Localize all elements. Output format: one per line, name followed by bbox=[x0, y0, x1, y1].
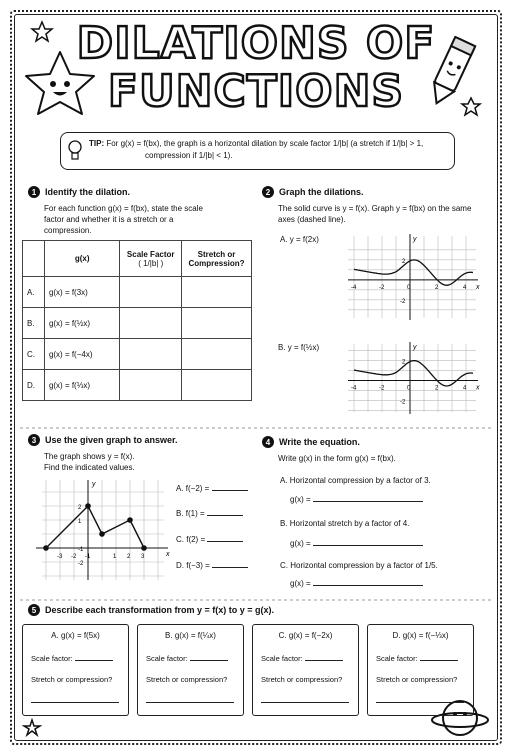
function-curve bbox=[354, 260, 473, 285]
tick-label: -2 bbox=[400, 298, 406, 305]
row-label: D. bbox=[23, 370, 45, 401]
question-c bbox=[176, 534, 243, 545]
data-point bbox=[99, 531, 105, 537]
section-3-instructions-1: The graph shows y = f(x). bbox=[44, 452, 135, 461]
divider bbox=[20, 598, 492, 602]
stretch-label: Stretch or compression? bbox=[261, 675, 343, 684]
y-axis-label: y bbox=[92, 481, 96, 488]
data-point bbox=[85, 503, 91, 509]
box-function: C. g(x) = f(−2x) bbox=[278, 631, 333, 640]
table-row bbox=[23, 339, 252, 370]
answer-blank[interactable] bbox=[31, 702, 119, 703]
tick-label: 4 bbox=[463, 284, 467, 291]
function-curve bbox=[354, 361, 473, 386]
tick-label: 2 bbox=[127, 554, 131, 560]
tip-text: For g(x) = f(bx), the graph is a horizontal dilation by scale factor 1/|b| (a stretch if 1/|b| > 1, bbox=[106, 139, 424, 148]
stretch-label: Stretch or compression? bbox=[376, 675, 458, 684]
section-title: Use the given graph to answer. bbox=[45, 435, 178, 445]
answer-blank[interactable] bbox=[313, 545, 423, 546]
box-function: A. g(x) = f(5x) bbox=[51, 631, 100, 640]
answer-c bbox=[290, 578, 423, 589]
answer-cell[interactable] bbox=[182, 339, 252, 370]
answer-cell[interactable] bbox=[120, 308, 182, 339]
divider bbox=[20, 426, 492, 430]
gx-label: g(x) = bbox=[290, 539, 311, 548]
question-d bbox=[176, 560, 248, 571]
answer-blank[interactable] bbox=[313, 585, 423, 586]
row-function: g(x) = f(½x) bbox=[44, 308, 119, 339]
x-axis-label: x bbox=[476, 283, 480, 291]
tick-label: -2 bbox=[400, 399, 406, 406]
graph-b bbox=[344, 340, 482, 418]
answer-blank[interactable] bbox=[190, 660, 228, 661]
scale-label: Scale factor: bbox=[146, 654, 188, 663]
answer-cell[interactable] bbox=[120, 370, 182, 401]
section-4-heading bbox=[262, 436, 360, 448]
section-number: 5 bbox=[28, 604, 40, 616]
answer-cell[interactable] bbox=[120, 277, 182, 308]
answer-cell[interactable] bbox=[120, 339, 182, 370]
y-axis-label: y bbox=[413, 344, 417, 351]
tick-label: -2 bbox=[379, 385, 385, 392]
row-function: g(x) = f(3x) bbox=[44, 277, 119, 308]
small-star-icon bbox=[30, 20, 54, 44]
table-row bbox=[23, 370, 252, 401]
answer-blank[interactable] bbox=[212, 490, 248, 491]
section-3-heading bbox=[28, 434, 178, 446]
answer-a bbox=[290, 494, 423, 505]
transform-box-c bbox=[252, 624, 359, 716]
tick-label: 0 bbox=[407, 284, 411, 291]
table-row bbox=[23, 308, 252, 339]
answer-cell[interactable] bbox=[182, 277, 252, 308]
stretch-label: Stretch or compression? bbox=[146, 675, 228, 684]
title-line-1: DILATIONS OF bbox=[76, 18, 436, 69]
section-2-instructions: The solid curve is y = f(x). Graph y = f(bx) on the same axes (dashed line). bbox=[278, 204, 472, 224]
section-4-instructions: Write g(x) in the form g(x) = f(bx). bbox=[278, 454, 396, 463]
scale-label: Scale factor: bbox=[31, 654, 73, 663]
row-label: A. bbox=[23, 277, 45, 308]
question-b bbox=[176, 508, 243, 519]
section-title: Graph the dilations. bbox=[279, 187, 364, 197]
tip-box bbox=[60, 132, 455, 170]
tick-label: 2 bbox=[435, 284, 439, 291]
answer-b bbox=[290, 538, 423, 549]
graph-a-label: A. y = f(2x) bbox=[280, 235, 319, 244]
gx-label: g(x) = bbox=[290, 579, 311, 588]
answer-cell[interactable] bbox=[182, 370, 252, 401]
transform-box-a bbox=[22, 624, 129, 716]
tick-label: 2 bbox=[435, 385, 439, 392]
answer-blank[interactable] bbox=[313, 501, 423, 502]
tick-label: -2 bbox=[78, 561, 84, 567]
tick-label: 3 bbox=[141, 554, 145, 560]
item-b: B. Horizontal stretch by a factor of 4. bbox=[280, 519, 410, 528]
row-label: C. bbox=[23, 339, 45, 370]
tick-label: -1 bbox=[78, 547, 84, 553]
section-number: 1 bbox=[28, 186, 40, 198]
lightbulb-icon bbox=[67, 139, 83, 163]
x-axis-label: x bbox=[166, 551, 170, 558]
small-star-icon bbox=[460, 96, 482, 118]
scale-label: Scale factor: bbox=[261, 654, 303, 663]
col-stretch: Stretch or Compression? bbox=[182, 241, 252, 277]
col-gx: g(x) bbox=[44, 241, 119, 277]
tick-label: -1 bbox=[85, 554, 91, 560]
col-scale bbox=[120, 241, 182, 277]
answer-blank[interactable] bbox=[75, 660, 113, 661]
data-point bbox=[43, 545, 49, 551]
question-d-label: D. f(−3) = bbox=[176, 561, 210, 570]
dilation-table bbox=[22, 240, 252, 401]
data-point bbox=[127, 517, 133, 523]
answer-cell[interactable] bbox=[182, 308, 252, 339]
y-axis-label: y bbox=[413, 236, 417, 243]
question-c-label: C. f(2) = bbox=[176, 535, 206, 544]
question-b-label: B. f(1) = bbox=[176, 509, 205, 518]
section-3-instructions-2: Find the indicated values. bbox=[44, 463, 135, 472]
x-axis-label: x bbox=[476, 384, 480, 392]
section-1-heading bbox=[28, 186, 130, 198]
tip-text-2: compression if 1/|b| < 1). bbox=[145, 151, 233, 160]
answer-blank[interactable] bbox=[376, 702, 464, 703]
answer-blank[interactable] bbox=[305, 660, 343, 661]
graph-a bbox=[344, 232, 482, 324]
tick-label: 2 bbox=[78, 505, 82, 511]
item-c: C. Horizontal compression by a factor of 1/5. bbox=[280, 561, 438, 570]
tick-label: 1 bbox=[113, 554, 117, 560]
section-title: Describe each transformation from y = f(x) to y = g(x). bbox=[45, 605, 275, 615]
tick-label: 2 bbox=[402, 359, 406, 366]
tick-label: 1 bbox=[78, 519, 82, 525]
scale-label: Scale factor: bbox=[376, 654, 418, 663]
row-label: B. bbox=[23, 308, 45, 339]
row-function: g(x) = f(−4x) bbox=[44, 339, 119, 370]
star-character-icon bbox=[20, 48, 100, 118]
col-scale-label: Scale Factor bbox=[126, 249, 175, 259]
section-title: Write the equation. bbox=[279, 437, 360, 447]
stretch-label: Stretch or compression? bbox=[31, 675, 113, 684]
box-function: B. g(x) = f(¼x) bbox=[165, 631, 216, 640]
graph-s3 bbox=[28, 478, 172, 582]
table-row bbox=[23, 277, 252, 308]
section-5-heading bbox=[28, 604, 274, 616]
tick-label: -4 bbox=[351, 284, 357, 291]
item-a: A. Horizontal compression by a factor of 3. bbox=[280, 476, 431, 485]
answer-blank[interactable] bbox=[261, 702, 349, 703]
question-a-label: A. f(−2) = bbox=[176, 484, 210, 493]
section-1-instructions: For each function g(x) = f(bx), state the scale factor and whether it is a stretch or a compression. bbox=[44, 204, 203, 235]
tick-label: 4 bbox=[463, 385, 467, 392]
tick-label: -2 bbox=[71, 554, 77, 560]
tick-label: -3 bbox=[57, 554, 63, 560]
gx-label: g(x) = bbox=[290, 495, 311, 504]
tick-label: -4 bbox=[351, 385, 357, 392]
row-function: g(x) = f(⅓x) bbox=[44, 370, 119, 401]
title-line-2: FUNCTIONS bbox=[107, 66, 405, 117]
tick-label: 0 bbox=[407, 385, 411, 392]
transform-box-b bbox=[137, 624, 244, 716]
tip-label: TIP: bbox=[89, 139, 105, 148]
answer-blank[interactable] bbox=[212, 567, 248, 568]
section-number: 4 bbox=[262, 436, 274, 448]
section-title: Identify the dilation. bbox=[45, 187, 130, 197]
section-2-heading bbox=[262, 186, 364, 198]
graph-b-label: B. y = f(½x) bbox=[278, 343, 320, 352]
section-number: 3 bbox=[28, 434, 40, 446]
answer-blank[interactable] bbox=[207, 515, 243, 516]
col-scale-sub: ( 1/|b| ) bbox=[138, 258, 164, 268]
transform-box-d bbox=[367, 624, 474, 716]
data-point bbox=[141, 545, 147, 551]
answer-blank[interactable] bbox=[420, 660, 458, 661]
question-a bbox=[176, 483, 248, 494]
answer-blank[interactable] bbox=[146, 702, 234, 703]
function-graph bbox=[46, 506, 144, 548]
small-star-icon bbox=[22, 718, 42, 738]
tick-label: 2 bbox=[402, 258, 406, 265]
section-number: 2 bbox=[262, 186, 274, 198]
box-function: D. g(x) = f(−⅓x) bbox=[392, 631, 449, 640]
answer-blank[interactable] bbox=[207, 541, 243, 542]
tick-label: -2 bbox=[379, 284, 385, 291]
